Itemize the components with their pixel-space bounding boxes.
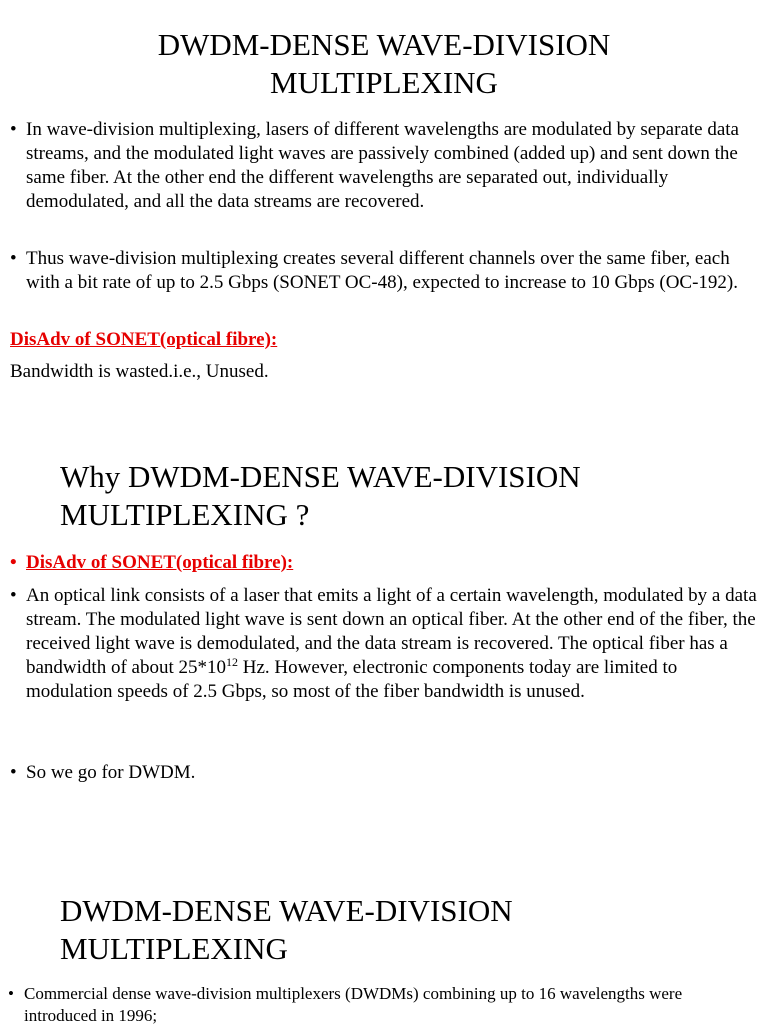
bullet-text: Thus wave-division multiplexing creates several different channels over the same fiber, each with a bit rate of up to 2.5 Gbps (SONET OC-48), expected to increase to 10 Gbps (OC-192). (26, 248, 739, 293)
bullet-dot: • (10, 552, 17, 573)
slide-2-disadv-bullet (10, 551, 758, 575)
bullet-text-part-1: An optical link consists of a laser that emits a light of a certain wavelength, modulated by a data stream. The modulated light wave is sent down an optical fiber. At the other end of the fiber, the received light wave is demodulated, and the data stream is recovered. The optical fiber has a bandwidth of about 25*10 (26, 585, 757, 678)
bullet-dot: • (8, 984, 14, 1003)
slide-2-bullet-2 (10, 761, 758, 785)
bullet-dot: • (10, 248, 17, 269)
bullet-text: In wave-division multiplexing, lasers of different wavelengths are modulated by separate data streams, and the modulated light waves are passively combined (added up) and sent down the same fiber. At the other end the different wavelengths are separated out, individually demodulated, and all the data streams are recovered. (26, 119, 739, 212)
bullet-text: Commercial dense wave-division multiplexers (DWDMs) combining up to 16 wavelengths were introduced in 1996; (24, 984, 683, 1025)
bullet-text-part-2: Hz. However, electronic components today are limited to modulation speeds of 2.5 Gbps, so most of the fiber bandwidth is unused. (26, 657, 678, 702)
slide-3-bullet-1 (8, 983, 756, 1027)
bullet-dot: • (10, 585, 17, 606)
bullet-text: So we go for DWDM. (26, 762, 196, 783)
bullet-dot: • (10, 762, 17, 783)
slide-1-bullet-1 (10, 118, 758, 214)
slide-2-title: Why DWDM-DENSE WAVE-DIVISION MULTIPLEXING ? (60, 459, 581, 532)
slide-2-bullet-1 (10, 584, 758, 704)
disadv-text: Bandwidth is wasted.i.e., Unused. (10, 361, 269, 382)
disadv-heading: DisAdv of SONET(optical fibre): (10, 329, 278, 350)
slide-3-title: DWDM-DENSE WAVE-DIVISION MULTIPLEXING (60, 893, 513, 966)
bullet-dot: • (10, 119, 17, 140)
superscript-exponent: 12 (226, 655, 239, 669)
slide-1-bullet-2 (10, 247, 758, 295)
disadv-heading: DisAdv of SONET(optical fibre): (26, 552, 294, 573)
slide-1-title: DWDM-DENSE WAVE-DIVISION MULTIPLEXING (157, 27, 611, 100)
